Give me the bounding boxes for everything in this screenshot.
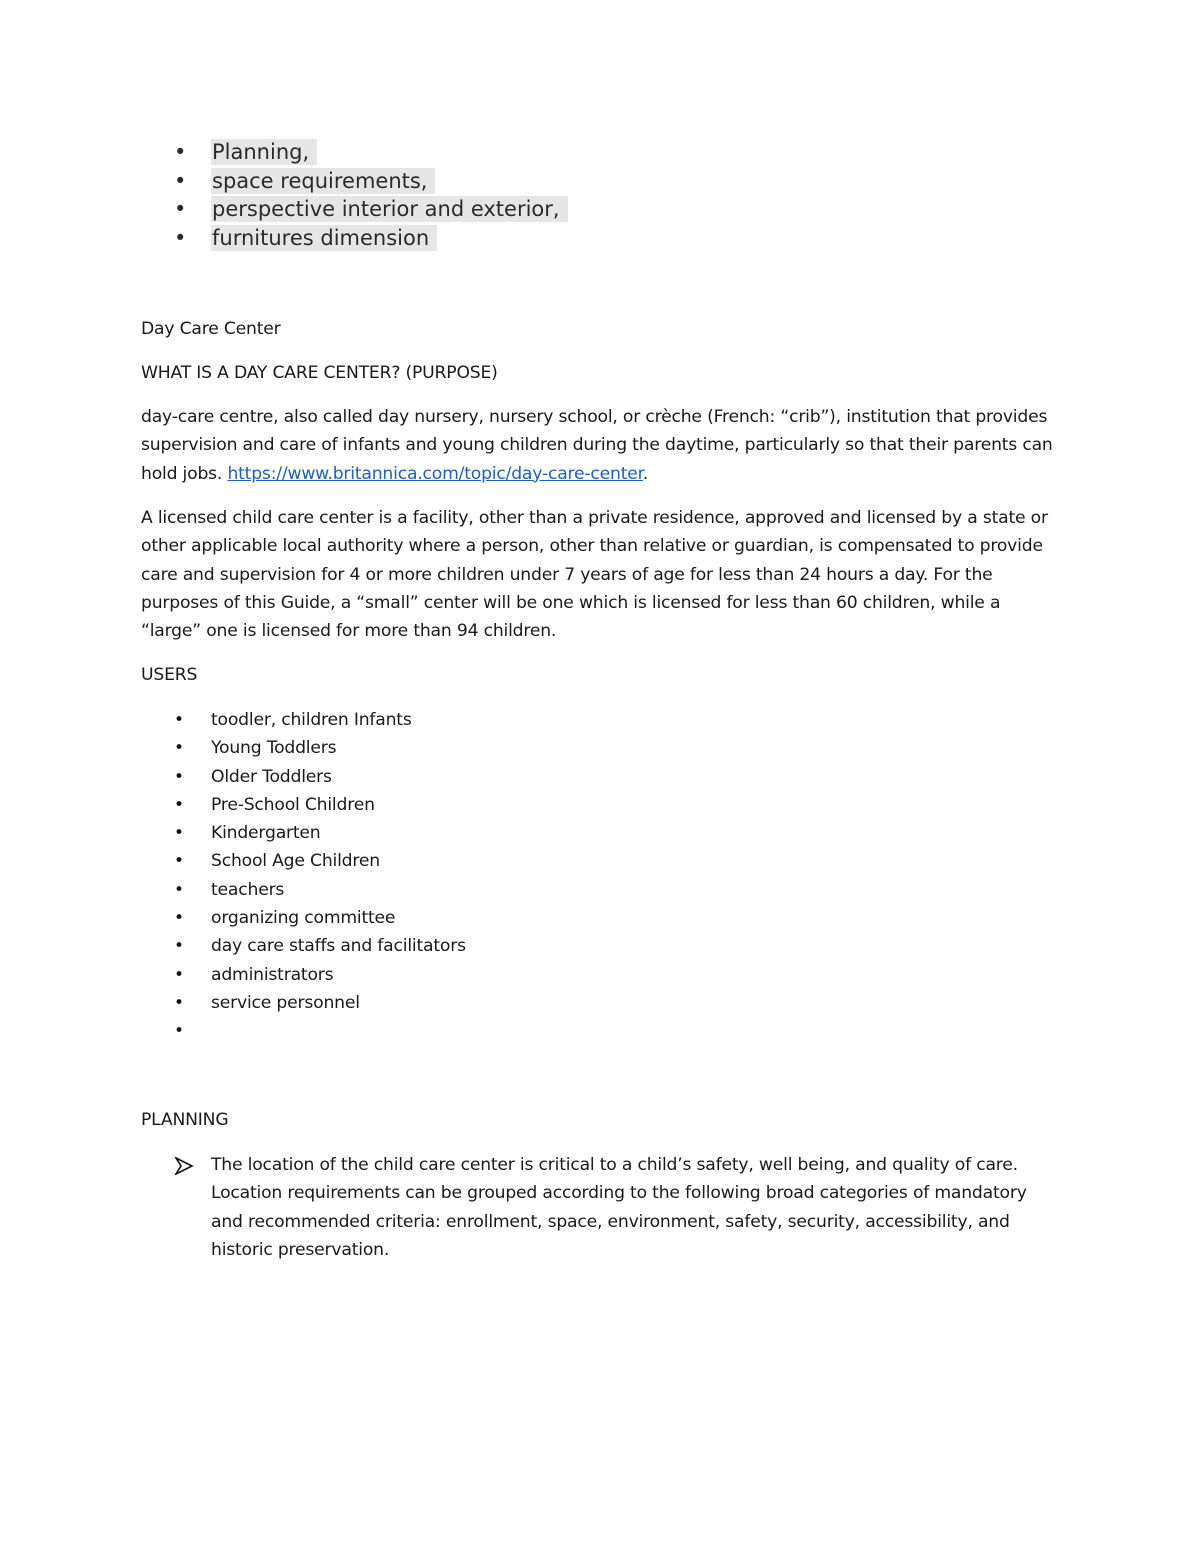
list-item [141, 167, 1061, 196]
section-title: Day Care Center [141, 319, 281, 339]
bullet-icon: • [174, 879, 184, 900]
list-item-text: The location of the child care center is critical to a child’s safety, well being, and quality of care. Location requirements can be grouped according to the following broad categories of mandatory and recommended criteria: enrollment, space, environment, safety, security, accessibility, and historic preservation. [211, 1155, 1027, 1260]
bullet-icon: • [174, 140, 187, 164]
list-item-text: School Age Children [211, 851, 380, 872]
list-item [141, 847, 466, 875]
bullet-icon: • [174, 964, 184, 985]
list-item-text: space requirements, [211, 168, 435, 194]
list-item [141, 195, 1061, 224]
list-item-text: furnitures dimension [211, 225, 437, 251]
list-item-text: Planning, [211, 139, 317, 165]
list-item-text: administrators [211, 964, 334, 985]
bullet-icon: • [174, 738, 184, 759]
bullet-icon: • [174, 225, 187, 250]
list-item [141, 706, 466, 734]
list-item [141, 876, 466, 904]
bullet-icon: • [174, 168, 187, 193]
list-item [141, 1151, 1056, 1264]
bullet-icon: • [174, 766, 184, 787]
list-item [141, 734, 466, 762]
list-item-text: organizing committee [211, 908, 396, 929]
planning-list [141, 1151, 1056, 1264]
bullet-icon: • [174, 794, 184, 815]
document-body [141, 138, 1061, 1260]
list-item-text: service personnel [211, 992, 360, 1013]
list-item [141, 224, 1061, 253]
list-item-text: toodler, children Infants [211, 710, 412, 730]
users-list [141, 706, 466, 1046]
list-item-text: Kindergarten [211, 823, 321, 844]
list-item [141, 989, 466, 1017]
definition-period: . [642, 463, 649, 484]
list-item [141, 1017, 466, 1045]
britannica-link[interactable]: https://www.britannica.com/topic/day-care-center [227, 463, 643, 484]
list-item-text: day care staffs and facilitators [211, 936, 466, 957]
users-heading: USERS [141, 665, 198, 685]
bullet-icon: • [174, 851, 184, 872]
bullet-icon: • [174, 1021, 184, 1042]
list-item [141, 961, 466, 989]
licensed-paragraph: A licensed child care center is a facility, other than a private residence, approved and licensed by a state or other applicable local authority where a person, other than relative or guardian, is compensated to provide care and supervision for 4 or more children under 7 years of age for less than 24 hours a day. For the purposes of this Guide, a “small” center will be one which is licensed for less than 60 children, while a “large” one is licensed for more than 94 children. [141, 508, 1048, 642]
bullet-icon: • [174, 823, 184, 844]
bullet-icon: • [174, 197, 187, 221]
list-item [141, 763, 466, 791]
list-item [141, 932, 466, 960]
bullet-icon: • [174, 908, 184, 929]
list-item [141, 791, 466, 819]
list-item-text: Pre-School Children [211, 794, 375, 815]
list-item [141, 819, 466, 847]
planning-heading: PLANNING [141, 1110, 229, 1130]
bullet-icon: • [174, 710, 184, 730]
list-item-text: teachers [211, 879, 285, 900]
definition-text: day-care centre, also called day nursery, nursery school, or crèche (French: “crib”), institution that provides supervision and care of infants and young children during the daytime, particularly so that their parents can hold jobs. [141, 407, 1053, 484]
list-item-text: perspective interior and exterior, [211, 196, 568, 222]
purpose-heading: WHAT IS A DAY CARE CENTER? (PURPOSE) [141, 363, 498, 383]
list-item-text: Young Toddlers [211, 738, 337, 759]
list-item-text: Older Toddlers [211, 766, 332, 787]
top-highlighted-list [141, 138, 1061, 252]
list-item [141, 904, 466, 932]
bullet-icon: • [174, 936, 184, 957]
list-item [141, 138, 1061, 167]
definition-paragraph [141, 403, 1056, 488]
arrow-bullet-icon [174, 1157, 194, 1175]
bullet-icon: • [174, 992, 184, 1013]
